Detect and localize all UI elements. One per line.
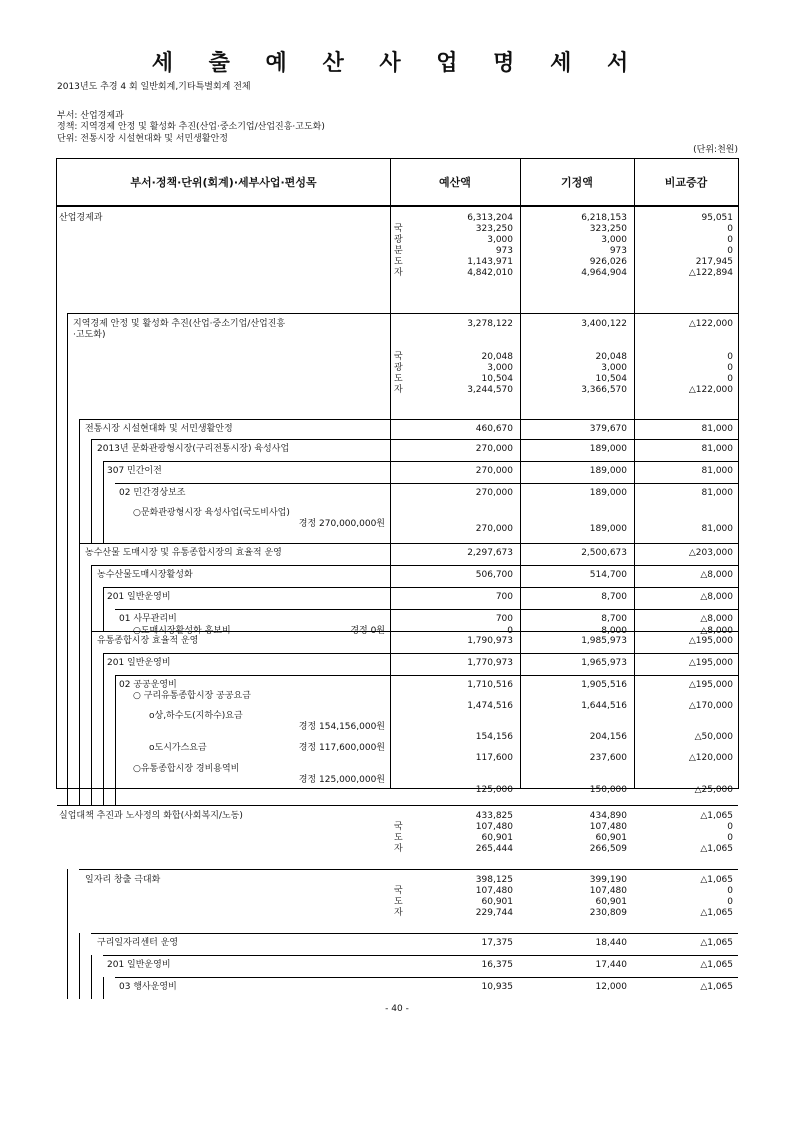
row-rule	[91, 439, 738, 440]
diff-value: △1,065	[700, 960, 733, 970]
header-prior: 기정액	[561, 176, 593, 189]
table-row	[57, 955, 738, 977]
table-header	[57, 159, 738, 207]
prior-value: 20,048	[595, 352, 627, 362]
budget-value: 270,000	[475, 466, 513, 476]
row-label: 전통시장 시설현대화 및 서민생활안정	[85, 424, 233, 434]
budget-value: 107,480	[475, 822, 513, 832]
budget-value: 2,297,673	[467, 548, 513, 558]
diff-value: △8,000	[700, 592, 733, 602]
prior-value: 3,400,122	[581, 319, 627, 329]
diff-value: △120,000	[688, 753, 733, 763]
table-row	[57, 483, 738, 543]
row-detail: 경정 154,156,000원	[298, 722, 385, 732]
prior-value: 4,964,904	[581, 268, 627, 278]
prior-value: 12,000	[595, 982, 627, 992]
row-detail: ○유통종합시장 경비용역비	[133, 764, 240, 774]
budget-value: 700	[495, 614, 513, 624]
fund-code: 도	[394, 833, 403, 843]
row-label: 02 민간경상보조	[119, 488, 186, 498]
row-label: 구리일자리센터 운영	[97, 938, 179, 948]
fund-code: 도	[394, 897, 403, 907]
prior-value: 3,366,570	[581, 385, 627, 395]
fund-code: 자	[394, 844, 403, 854]
prior-value: 60,901	[595, 897, 627, 907]
prior-value: 8,000	[601, 626, 627, 636]
table-row	[57, 933, 738, 955]
fund-code: 국	[394, 822, 403, 832]
budget-value: 229,744	[475, 908, 513, 918]
fund-code: 자	[394, 268, 403, 278]
row-rule	[67, 313, 738, 314]
table-row	[57, 439, 738, 461]
budget-value: 17,375	[481, 938, 513, 948]
department-line: 부서: 산업경제과	[57, 111, 124, 121]
budget-value: 265,444	[475, 844, 513, 854]
budget-value: 16,375	[481, 960, 513, 970]
fund-code: 국	[394, 886, 403, 896]
budget-value: 20,048	[481, 352, 513, 362]
fund-code: 자	[394, 908, 403, 918]
table-row	[57, 313, 738, 419]
row-label: 2013년 문화관광형시장(구리전통시장) 육성사업	[97, 444, 290, 454]
prior-value: 10,504	[595, 374, 627, 384]
prior-value: 3,000	[601, 235, 627, 245]
header-item: 부서·정책·단위(회계)·세부사업·편성목	[130, 176, 317, 189]
budget-value: 1,790,973	[467, 636, 513, 646]
prior-value: 189,000	[589, 466, 627, 476]
row-rule	[115, 609, 738, 610]
diff-value: 0	[727, 235, 733, 245]
row-label: 201 일반운영비	[107, 960, 171, 970]
prior-value: 3,000	[601, 363, 627, 373]
prior-value: 1,965,973	[581, 658, 627, 668]
diff-value: 0	[727, 897, 733, 907]
row-label: 농수산물 도매시장 및 유통종합시장의 효율적 운영	[85, 548, 282, 558]
indent-guide	[103, 653, 104, 805]
table-row	[57, 207, 738, 313]
indent-guide	[79, 419, 80, 805]
fund-code: 도	[394, 374, 403, 384]
prior-value: 150,000	[589, 785, 627, 795]
row-label: 유통종합시장 효율적 운영	[97, 636, 199, 646]
prior-value: 189,000	[589, 444, 627, 454]
row-rule	[115, 675, 738, 676]
budget-value: 398,125	[475, 875, 513, 885]
fund-code: 도	[394, 257, 403, 267]
row-label: 산업경제과	[59, 213, 103, 223]
diff-value: 0	[727, 224, 733, 234]
table-row	[57, 675, 738, 805]
diff-value: △122,894	[688, 268, 733, 278]
diff-value: 81,000	[701, 444, 733, 454]
prior-value: 17,440	[595, 960, 627, 970]
fund-code: 광	[394, 363, 403, 373]
budget-value: 1,770,973	[467, 658, 513, 668]
row-rule	[91, 631, 738, 632]
diff-value: △203,000	[688, 548, 733, 558]
prior-value: 6,218,153	[581, 213, 627, 223]
budget-value: 10,504	[481, 374, 513, 384]
row-label-cont: ·고도화)	[73, 330, 106, 340]
budget-value: 270,000	[475, 444, 513, 454]
indent-guide	[91, 955, 92, 999]
row-label: 지역경제 안정 및 활성화 추진(산업·중소기업/산업진흥	[73, 319, 286, 329]
diff-value: △8,000	[700, 626, 733, 636]
budget-value: 3,278,122	[467, 319, 513, 329]
row-label: 02 공공운영비	[119, 680, 177, 690]
indent-guide	[67, 313, 68, 805]
budget-value: 323,250	[475, 224, 513, 234]
prior-value: 237,600	[589, 753, 627, 763]
prior-value: 266,509	[589, 844, 627, 854]
fund-code: 국	[394, 352, 403, 362]
indent-guide	[103, 461, 104, 543]
diff-value: △122,000	[688, 319, 733, 329]
diff-value: 0	[727, 886, 733, 896]
table-row	[57, 461, 738, 483]
row-detail: o도시가스요금	[149, 743, 207, 753]
diff-value: △1,065	[700, 908, 733, 918]
page-title: 세 출 예 산 사 업 명 세 서	[151, 51, 643, 76]
budget-value: 117,600	[475, 753, 513, 763]
diff-value: △1,065	[700, 982, 733, 992]
diff-value: 217,945	[695, 257, 733, 267]
fund-code: 국	[394, 224, 403, 234]
diff-value: △1,065	[700, 938, 733, 948]
unit-line: 단위: 전통시장 시설현대화 및 서민생활안정	[57, 134, 228, 144]
row-label: 일자리 창출 극대화	[85, 875, 161, 885]
table-row	[57, 653, 738, 675]
budget-value: 270,000	[475, 524, 513, 534]
row-rule	[103, 587, 738, 588]
prior-value: 514,700	[589, 570, 627, 580]
diff-value: △8,000	[700, 614, 733, 624]
budget-value: 3,000	[487, 235, 513, 245]
prior-value: 230,809	[589, 908, 627, 918]
diff-value: △1,065	[700, 875, 733, 885]
budget-value: 460,670	[475, 424, 513, 434]
budget-value: 433,825	[475, 811, 513, 821]
table-row	[57, 631, 738, 653]
diff-value: △122,000	[688, 385, 733, 395]
diff-value: 0	[727, 833, 733, 843]
prior-value: 323,250	[589, 224, 627, 234]
row-label: 201 일반운영비	[107, 592, 171, 602]
budget-value: 700	[495, 592, 513, 602]
budget-value: 973	[495, 246, 513, 256]
diff-value: △1,065	[700, 844, 733, 854]
diff-value: △25,000	[694, 785, 733, 795]
row-rule	[91, 933, 738, 934]
row-detail: ○도매시장활성화 홍보비	[133, 626, 231, 636]
row-rule	[103, 461, 738, 462]
diff-value: 81,000	[701, 488, 733, 498]
prior-value: 189,000	[589, 524, 627, 534]
budget-value: 1,143,971	[467, 257, 513, 267]
row-detail-amount: 경정 270,000,000원	[298, 519, 385, 529]
row-detail: 경정 117,600,000원	[298, 743, 385, 753]
row-rule	[103, 653, 738, 654]
fiscal-subtitle: 2013년도 추경 4 회 일반회계,기타특별회계 전체	[57, 82, 251, 92]
budget-value: 270,000	[475, 488, 513, 498]
row-detail: ○문화관광형시장 육성사업(국도비사업)	[133, 508, 290, 518]
budget-table	[56, 158, 739, 992]
table-row	[57, 805, 738, 869]
budget-value: 1,474,516	[467, 701, 513, 711]
diff-value: △195,000	[688, 680, 733, 690]
prior-value: 204,156	[589, 732, 627, 742]
prior-value: 107,480	[589, 886, 627, 896]
row-label: 실업대책 추진과 노사정의 화합(사회복지/노동)	[59, 811, 243, 821]
row-label: 농수산물도매시장활성화	[97, 570, 193, 580]
budget-value: 1,710,516	[467, 680, 513, 690]
diff-value: 95,051	[701, 213, 733, 223]
diff-value: △50,000	[694, 732, 733, 742]
diff-value: △170,000	[688, 701, 733, 711]
indent-guide	[115, 675, 116, 805]
budget-value: 10,935	[481, 982, 513, 992]
prior-value: 18,440	[595, 938, 627, 948]
prior-value: 2,500,673	[581, 548, 627, 558]
diff-value: 0	[727, 352, 733, 362]
row-rule	[57, 805, 738, 806]
row-detail-amount: 경정 0원	[350, 626, 385, 636]
row-rule	[91, 565, 738, 566]
row-label: 01 사무관리비	[119, 614, 177, 624]
row-label: 03 행사운영비	[119, 982, 177, 992]
fund-code: 분	[394, 246, 403, 256]
currency-unit: (단위:천원)	[693, 145, 738, 155]
table-row	[57, 587, 738, 609]
diff-value: △195,000	[688, 636, 733, 646]
table-row	[57, 869, 738, 933]
prior-value: 107,480	[589, 822, 627, 832]
policy-line: 정책: 지역경제 안정 및 활성화 추진(산업·중소기업/산업진흥·고도화)	[57, 122, 325, 132]
prior-value: 8,700	[601, 614, 627, 624]
diff-value: 0	[727, 363, 733, 373]
row-rule	[79, 869, 738, 870]
page-number: - 40 -	[385, 1004, 409, 1014]
budget-value: 60,901	[481, 833, 513, 843]
row-rule	[103, 955, 738, 956]
header-diff: 비교증감	[664, 176, 708, 189]
indent-guide	[79, 933, 80, 999]
fund-code: 자	[394, 385, 403, 395]
budget-value: 125,000	[475, 785, 513, 795]
prior-value: 189,000	[589, 488, 627, 498]
row-label: 307 민간이전	[107, 466, 162, 476]
diff-value: △8,000	[700, 570, 733, 580]
indent-guide	[91, 565, 92, 805]
table-row	[57, 419, 738, 439]
row-rule	[115, 977, 738, 978]
row-detail: ○ 구리유통종합시장 공공요금	[133, 691, 251, 701]
row-label: 201 일반운영비	[107, 658, 171, 668]
diff-value: 81,000	[701, 524, 733, 534]
budget-value: 154,156	[475, 732, 513, 742]
table-row	[57, 565, 738, 587]
diff-value: 81,000	[701, 466, 733, 476]
fund-code: 광	[394, 235, 403, 245]
row-rule	[79, 543, 738, 544]
budget-value: 3,244,570	[467, 385, 513, 395]
budget-value: 6,313,204	[467, 213, 513, 223]
prior-value: 1,644,516	[581, 701, 627, 711]
diff-value: 0	[727, 822, 733, 832]
table-row	[57, 977, 738, 999]
prior-value: 973	[609, 246, 627, 256]
row-rule	[115, 483, 738, 484]
row-rule	[79, 419, 738, 420]
prior-value: 1,905,516	[581, 680, 627, 690]
prior-value: 926,026	[589, 257, 627, 267]
budget-value: 0	[507, 626, 513, 636]
prior-value: 379,670	[589, 424, 627, 434]
header-budget: 예산액	[439, 176, 471, 189]
table-row	[57, 609, 738, 636]
budget-value: 506,700	[475, 570, 513, 580]
prior-value: 434,890	[589, 811, 627, 821]
prior-value: 60,901	[595, 833, 627, 843]
budget-value: 3,000	[487, 363, 513, 373]
diff-value: △1,065	[700, 811, 733, 821]
table-row	[57, 543, 738, 565]
prior-value: 8,700	[601, 592, 627, 602]
budget-value: 107,480	[475, 886, 513, 896]
diff-value: 0	[727, 374, 733, 384]
indent-guide	[91, 439, 92, 543]
indent-guide	[103, 587, 104, 631]
row-detail: o상,하수도(지하수)요금	[149, 711, 243, 721]
indent-guide	[67, 869, 68, 999]
prior-value: 1,985,973	[581, 636, 627, 646]
diff-value: △195,000	[688, 658, 733, 668]
row-detail: 경정 125,000,000원	[298, 775, 385, 785]
budget-value: 4,842,010	[467, 268, 513, 278]
indent-guide	[103, 977, 104, 999]
budget-value: 60,901	[481, 897, 513, 907]
prior-value: 399,190	[589, 875, 627, 885]
diff-value: 0	[727, 246, 733, 256]
diff-value: 81,000	[701, 424, 733, 434]
